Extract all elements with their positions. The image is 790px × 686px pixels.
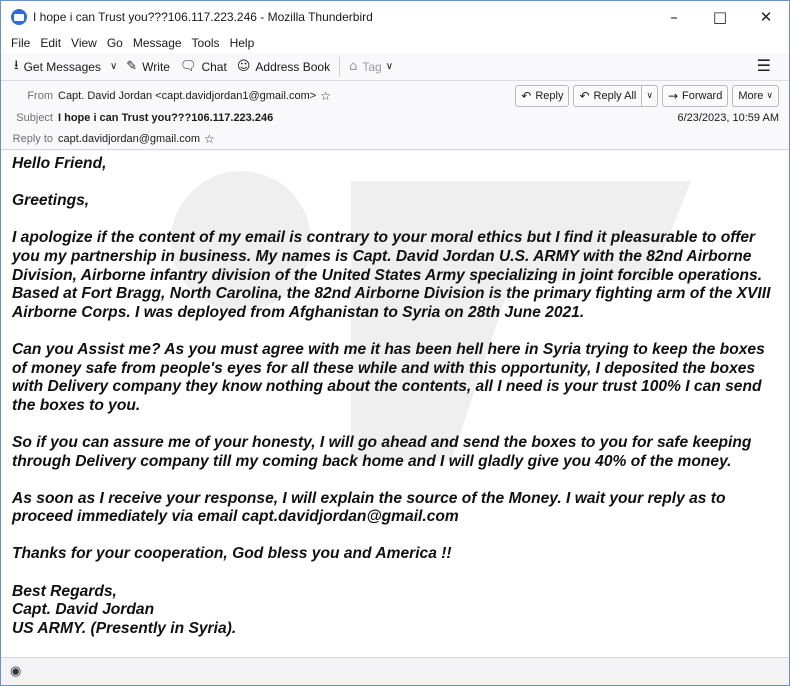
paragraph-5: Thanks for your cooperation, God bless you and America !! bbox=[12, 545, 452, 563]
chat-label: Chat bbox=[201, 59, 227, 74]
reply-button[interactable] bbox=[515, 85, 569, 107]
reply-to-row bbox=[1, 129, 215, 149]
reply-all-icon: ↶ bbox=[579, 89, 590, 103]
message-date: 6/23/2023, 10:59 AM bbox=[677, 112, 779, 124]
from-label: From bbox=[27, 90, 53, 102]
more-dropdown-icon: ∨ bbox=[766, 91, 773, 101]
close-icon[interactable]: ✕ bbox=[759, 8, 773, 26]
status-bar bbox=[1, 657, 789, 685]
message-actions bbox=[511, 85, 779, 107]
reply-label: Reply bbox=[535, 90, 564, 102]
paragraph-4: As soon as I receive your response, I will explain the source of the Money. I wait your reply as to proceed immediately via email capt.davidjordan@gmail.com bbox=[12, 489, 726, 526]
reply-all-dropdown-icon[interactable]: ∨ bbox=[642, 85, 658, 107]
tag-dropdown-icon: ∨ bbox=[385, 61, 394, 72]
maximize-icon[interactable]: □ bbox=[712, 8, 728, 26]
paragraph-1: I apologize if the content of my email is contrary to your moral ethics but I find it pleasurable to offer you my partnership in business. My names is Capt. David Jordan U.S. ARMY with the 82nd Airborne Division, Airborne infantry division of the United States Army specializing in joint forcible operations. Based at Fort Bragg, North Carolina, the 82nd Airborne Division is the primary fighting arm of the XVIII Airborne Corps. I was deployed from Afghanistan to Syria on 28th June 2021. bbox=[12, 229, 771, 321]
paragraph-2: Can you Assist me? As you must agree with me it has been hell here in Syria trying to keep the boxes of money safe from people's eyes for all these while and with this opportunity, I deposited the boxes with Delivery company they know nothing about the contents, all I need is your trust 100% I can send the boxes to you. bbox=[12, 340, 765, 414]
window-title: I hope i can Trust you???106.117.223.246 - Mozilla Thunderbird bbox=[33, 10, 373, 24]
message-body bbox=[1, 151, 789, 657]
reply-to-label: Reply to bbox=[12, 133, 53, 145]
tag-label: Tag bbox=[362, 59, 382, 74]
address-book-button[interactable] bbox=[232, 56, 335, 78]
reply-all-label: Reply All bbox=[593, 90, 637, 102]
reply-arrow-icon: ↶ bbox=[521, 89, 532, 103]
greetings: Greetings, bbox=[12, 192, 90, 210]
forward-button[interactable] bbox=[662, 85, 728, 107]
download-icon: ⭳ bbox=[14, 57, 19, 73]
write-button[interactable] bbox=[121, 56, 175, 78]
menu-help[interactable]: Help bbox=[229, 36, 255, 50]
get-messages-label: Get Messages bbox=[23, 59, 101, 74]
signature-line-1: Best Regards, bbox=[12, 582, 117, 600]
address-book-icon: ☺ bbox=[236, 59, 251, 74]
forward-label: Forward bbox=[682, 90, 723, 102]
from-row bbox=[1, 86, 331, 106]
minimize-icon[interactable]: – bbox=[670, 8, 678, 26]
pencil-icon: ✎ bbox=[126, 59, 138, 74]
subject-label: Subject bbox=[16, 112, 53, 124]
chat-bubble-icon: 🗨 bbox=[179, 59, 197, 74]
menu-view[interactable]: View bbox=[71, 36, 97, 50]
star-icon[interactable]: ☆ bbox=[204, 132, 215, 146]
message-header bbox=[1, 81, 789, 150]
from-value[interactable]: Capt. David Jordan <capt.davidjordan1@gmail.com> bbox=[58, 90, 317, 102]
thunderbird-logo-icon bbox=[11, 9, 27, 25]
more-label: More bbox=[738, 90, 764, 102]
toolbar-separator bbox=[339, 57, 340, 77]
menu-go[interactable]: Go bbox=[106, 36, 123, 50]
message-text bbox=[12, 155, 782, 638]
signature-line-3: US ARMY. (Presently in Syria). bbox=[12, 619, 237, 637]
subject-row bbox=[1, 108, 273, 128]
address-book-label: Address Book bbox=[255, 59, 331, 74]
app-menu-icon[interactable]: ☰ bbox=[756, 56, 771, 75]
reply-all-button[interactable] bbox=[573, 85, 642, 107]
online-status-icon[interactable]: ◉ bbox=[10, 664, 22, 679]
menu-tools[interactable]: Tools bbox=[191, 36, 220, 50]
chat-button[interactable] bbox=[175, 56, 232, 78]
write-label: Write bbox=[142, 59, 170, 74]
paragraph-3: So if you can assure me of your honesty, I will go ahead and send the boxes to you for safe keeping through Delivery company till my coming back home and I will gladly give you 40% of the money. bbox=[12, 433, 752, 470]
signature-line-2: Capt. David Jordan bbox=[12, 601, 155, 619]
title-bar bbox=[1, 1, 789, 33]
tag-icon: ⌂ bbox=[349, 59, 358, 74]
more-button[interactable] bbox=[732, 85, 779, 107]
menu-file[interactable]: File bbox=[11, 36, 31, 50]
star-icon[interactable]: ☆ bbox=[320, 89, 331, 103]
menu-bar bbox=[1, 33, 789, 53]
window-controls bbox=[651, 1, 789, 33]
get-messages-dropdown-icon[interactable]: ∨ bbox=[109, 61, 118, 72]
menu-message[interactable]: Message bbox=[132, 36, 182, 50]
subject-value: I hope i can Trust you???106.117.223.246 bbox=[58, 112, 274, 124]
reply-to-value[interactable]: capt.davidjordan@gmail.com bbox=[58, 133, 201, 145]
main-toolbar bbox=[1, 53, 789, 81]
forward-arrow-icon: → bbox=[667, 89, 678, 103]
get-messages-button[interactable] bbox=[9, 56, 106, 78]
greeting: Hello Friend, bbox=[12, 155, 107, 172]
menu-edit[interactable]: Edit bbox=[40, 36, 62, 50]
tag-button[interactable] bbox=[344, 56, 402, 78]
